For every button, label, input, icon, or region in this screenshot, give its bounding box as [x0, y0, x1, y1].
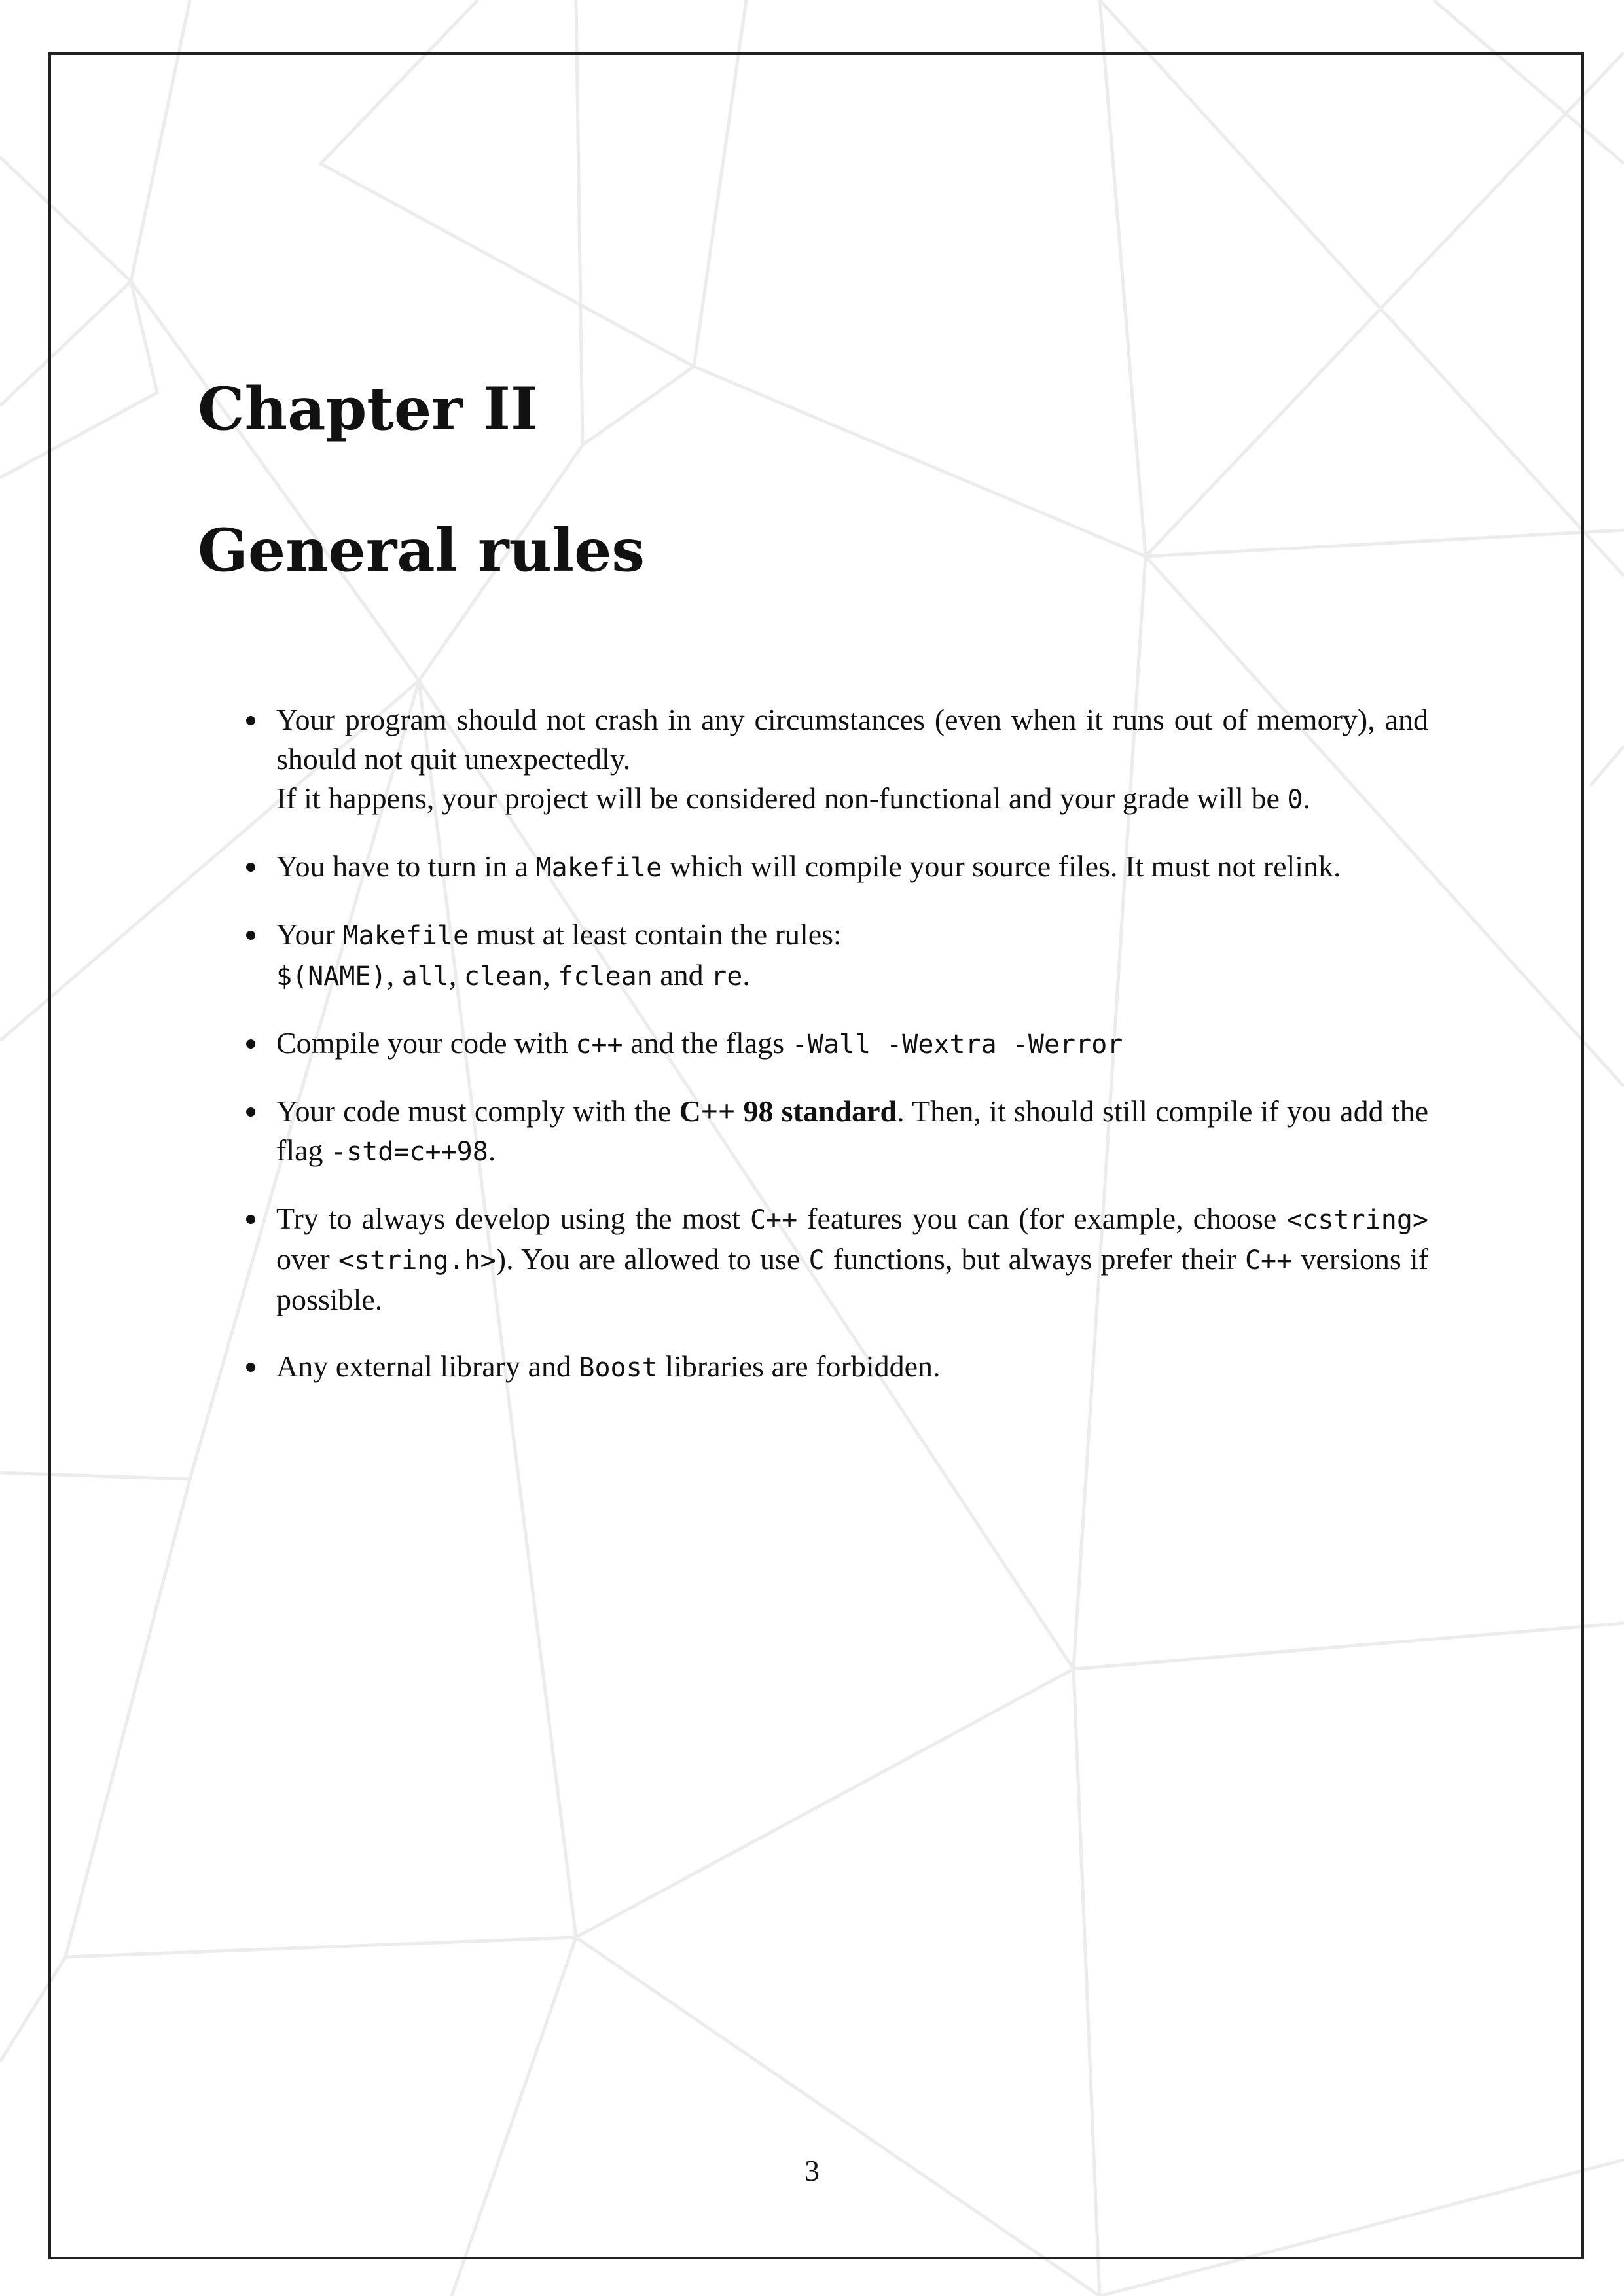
makefile-code: Makefile — [342, 921, 469, 951]
cpp-code: C++ — [1244, 1246, 1293, 1276]
page-number: 3 — [804, 2154, 820, 2187]
cstring-code: <cstring> — [1286, 1205, 1429, 1235]
rule-makefile — [198, 847, 1428, 888]
section-title: General rules — [198, 516, 645, 585]
rule-name-code: $(NAME) — [276, 961, 387, 992]
rule-text: If it happens, your project will be considered non-functional and your grade will be — [276, 781, 1280, 815]
rule-text: versions if possible. — [276, 1242, 1429, 1316]
rule-compile-flags — [198, 1024, 1428, 1064]
punctuation: . — [742, 958, 750, 992]
rule-clean-code: clean — [463, 961, 543, 992]
chapter-label: Chapter II — [198, 374, 539, 444]
rule-makefile-rules — [198, 915, 1428, 996]
rule-no-crash — [198, 700, 1428, 819]
rule-no-external-libraries — [198, 1347, 1428, 1388]
grade-value: 0 — [1287, 785, 1303, 815]
separator: , — [386, 958, 402, 992]
std-flag-code: -std=c++98 — [331, 1137, 488, 1167]
compiler-code: c++ — [575, 1030, 623, 1060]
conjunction: and — [652, 958, 712, 992]
rule-fclean-code: fclean — [558, 961, 653, 992]
punctuation: . — [488, 1134, 496, 1167]
rule-cpp98-standard — [198, 1092, 1428, 1172]
c-code: C — [808, 1246, 825, 1276]
rule-text: Your program should not crash in any circumstances (even when it runs out of memory), and should not quit unexpectedly. — [276, 703, 1428, 776]
rule-text: Your — [276, 918, 335, 951]
rules-list — [198, 700, 1428, 1415]
rule-text: You have to turn in a — [276, 850, 529, 883]
rule-cpp-features — [198, 1199, 1428, 1319]
rule-text: Try to always develop using the most — [276, 1202, 740, 1235]
stringh-code: <string.h> — [338, 1246, 496, 1276]
separator: , — [543, 958, 558, 992]
rule-text: functions, but always prefer their — [833, 1242, 1236, 1276]
rule-text: Your code must comply with the — [276, 1094, 672, 1128]
boost-code: Boost — [579, 1353, 658, 1383]
rule-text: which will compile your source files. It must not relink. — [669, 850, 1341, 883]
rule-text: libraries are forbidden. — [665, 1350, 941, 1383]
rule-text: over — [276, 1242, 330, 1276]
makefile-code: Makefile — [535, 853, 662, 883]
flags-code: -Wall -Wextra -Werror — [791, 1030, 1123, 1060]
rule-text: Any external library and — [276, 1350, 571, 1383]
punctuation: . — [1303, 781, 1310, 815]
cpp-code: C++ — [749, 1205, 798, 1235]
rule-text: Compile your code with — [276, 1026, 568, 1060]
standard-emphasis: C++ 98 standard — [679, 1094, 897, 1128]
rule-re-code: re — [711, 961, 743, 992]
rule-text: ). You are allowed to use — [496, 1242, 801, 1276]
rule-all-code: all — [401, 961, 449, 992]
rule-text: must at least contain the rules: — [476, 918, 842, 951]
rule-text: features you can (for example, choose — [807, 1202, 1277, 1235]
separator: , — [448, 958, 464, 992]
rule-text: and the flags — [630, 1026, 785, 1060]
rule-text: . Then, it should still compile if you add the flag — [276, 1094, 1428, 1167]
